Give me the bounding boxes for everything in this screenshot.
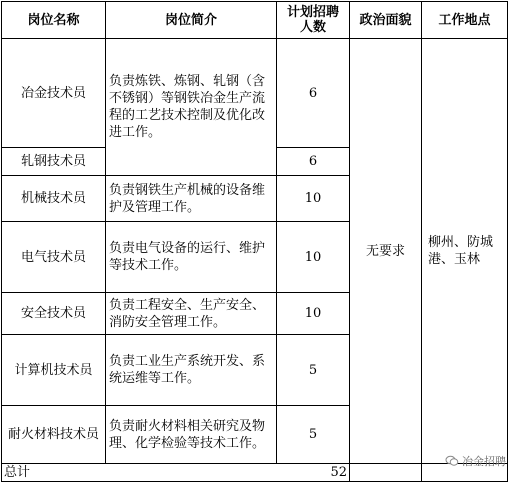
row-count: 10 bbox=[304, 306, 322, 321]
row-desc: 负责工业生产系统开发、系统运维等工作。 bbox=[109, 354, 266, 386]
row-name: 耐火材料技术员 bbox=[7, 427, 99, 442]
political-value: 无要求 bbox=[365, 243, 405, 259]
row-count: 5 bbox=[308, 362, 318, 378]
watermark-text: 冶金招聘 bbox=[462, 455, 506, 468]
recruitment-table bbox=[1, 1, 508, 481]
header-political: 政治面貌 bbox=[350, 2, 421, 38]
rule bbox=[1, 481, 508, 482]
header-name: 岗位名称 bbox=[2, 2, 105, 38]
row-desc: 负责炼铁、炼钢、轧钢（含不锈钢）等钢铁冶金生产流程的工艺技术控制及优化改进工作。 bbox=[109, 74, 266, 140]
row-name: 机械技术员 bbox=[20, 191, 86, 206]
row-count: 6 bbox=[308, 154, 318, 169]
header-count-line2: 人数 bbox=[299, 20, 326, 35]
row-count: 10 bbox=[304, 191, 322, 206]
row-name: 计算机技术员 bbox=[14, 362, 93, 378]
row-desc: 负责耐火材料相关研究及物理、化学检验等技术工作。 bbox=[109, 418, 266, 451]
row-name: 电气技术员 bbox=[20, 249, 86, 265]
total-label: 总计 bbox=[4, 465, 31, 480]
rule bbox=[507, 1, 508, 482]
header-count bbox=[277, 2, 349, 38]
row-name: 安全技术员 bbox=[20, 306, 86, 321]
row-count: 5 bbox=[308, 427, 318, 442]
location-value: 柳州、防城港、玉林 bbox=[428, 235, 494, 267]
row-desc: 负责工程安全、生产安全、消防安全管理工作。 bbox=[109, 297, 266, 330]
header-count-line1: 计划招聘 bbox=[286, 5, 339, 20]
watermark bbox=[445, 453, 506, 469]
header-desc: 岗位简介 bbox=[106, 2, 276, 38]
row-count: 6 bbox=[308, 85, 318, 101]
total-value: 52 bbox=[330, 465, 347, 480]
header-location: 工作地点 bbox=[422, 2, 507, 38]
row-desc: 负责钢铁生产机械的设备维护及管理工作。 bbox=[109, 182, 266, 215]
row-desc: 负责电气设备的运行、维护等技术工作。 bbox=[109, 241, 266, 273]
row-name: 冶金技术员 bbox=[20, 85, 86, 101]
wechat-icon bbox=[445, 454, 459, 468]
row-count: 10 bbox=[304, 249, 322, 265]
row-name: 轧钢技术员 bbox=[20, 154, 86, 169]
